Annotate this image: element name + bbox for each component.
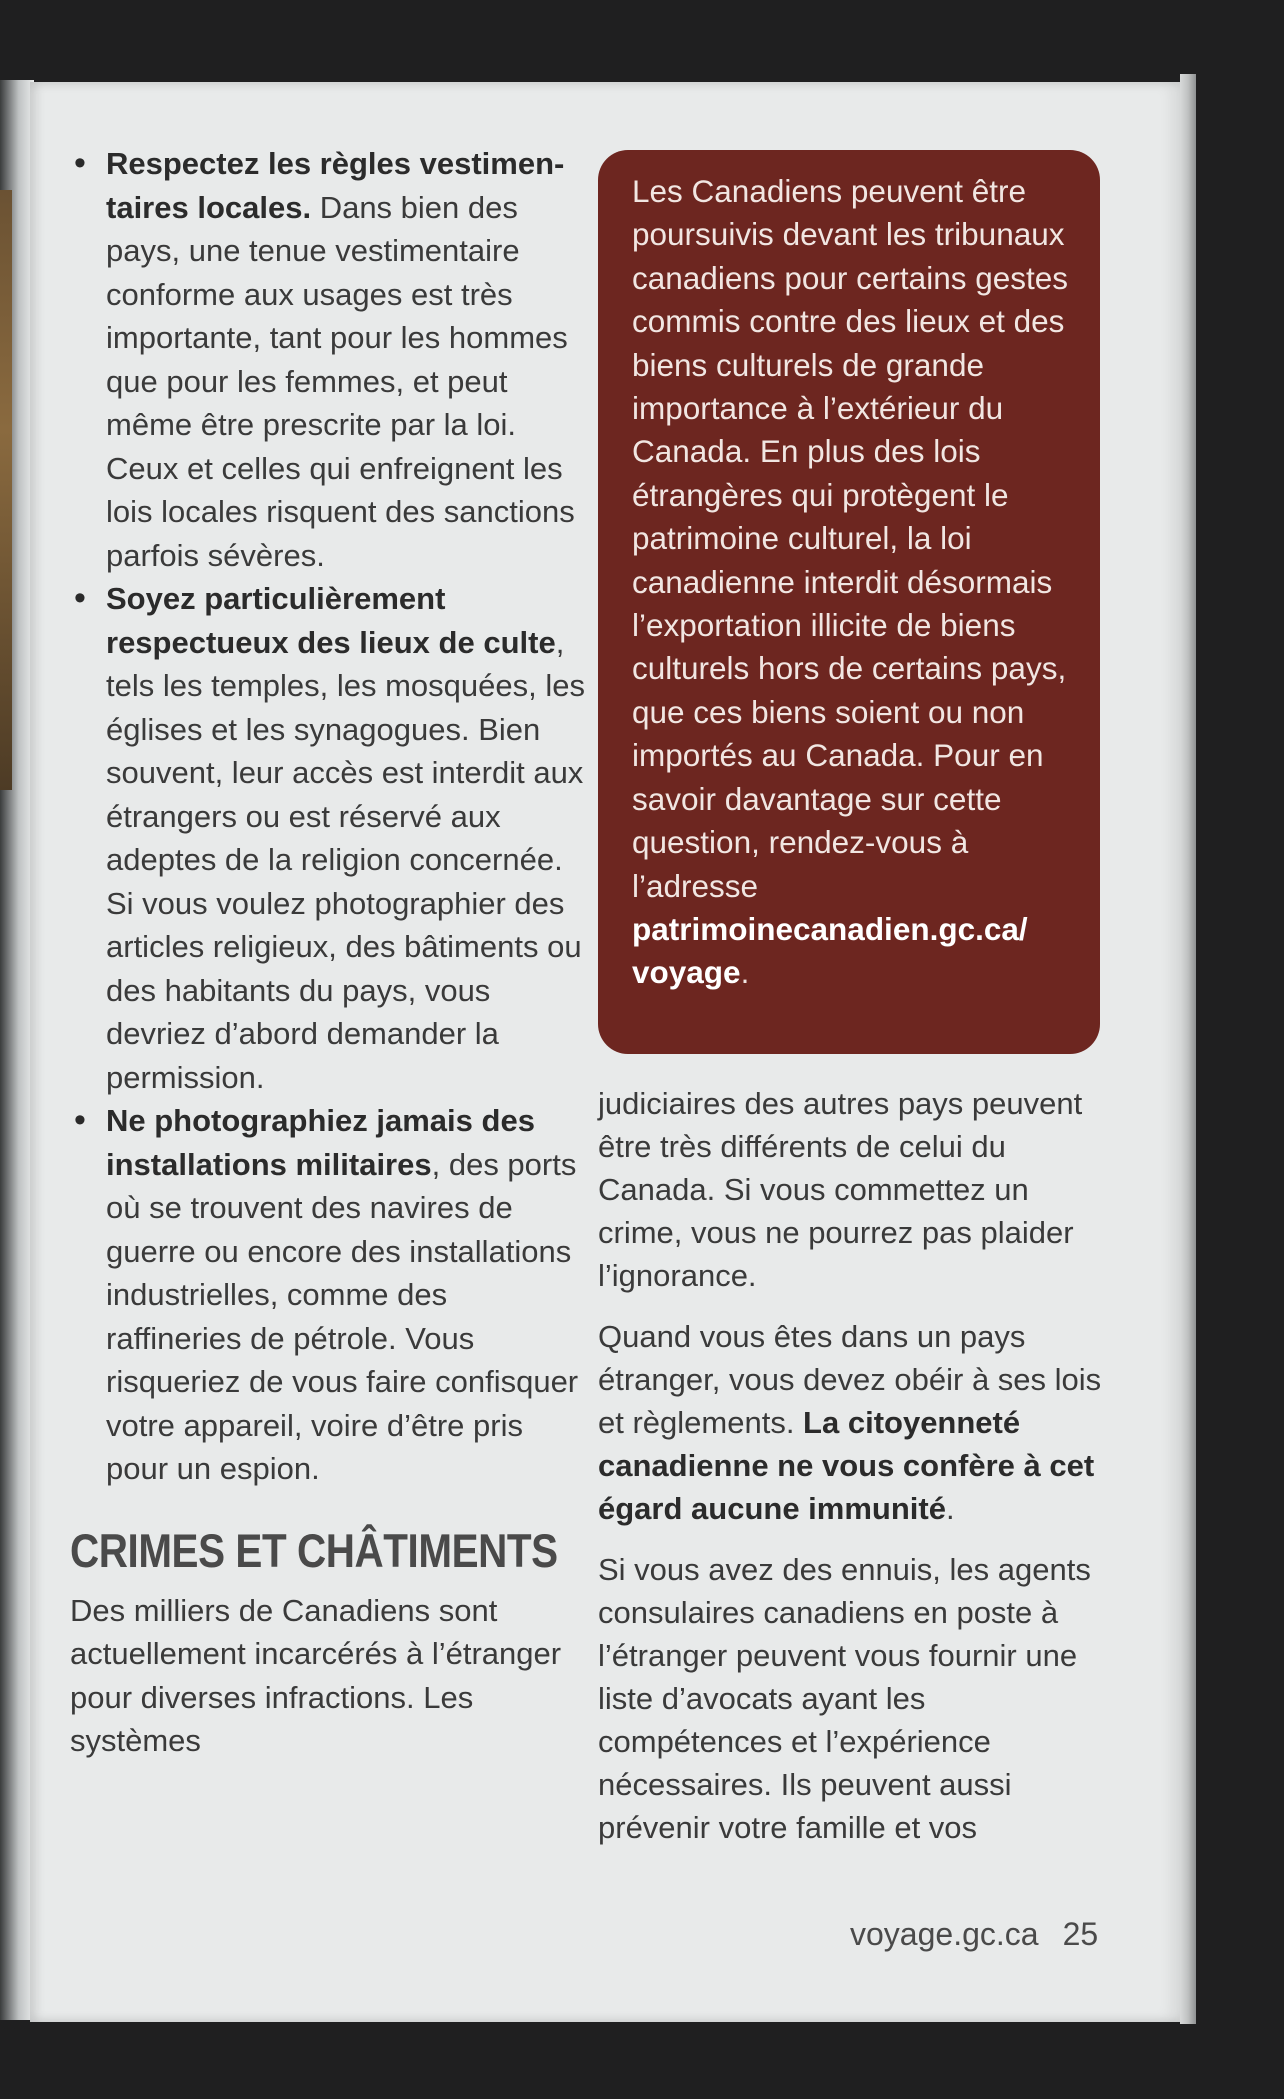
paragraph: judiciaires des autres pays peuvent être très différents de celui du Canada. Si vous commettez un crime, vous ne pourrez pas plaider l’ignorance. — [598, 1086, 1083, 1293]
page-stack-edge — [1180, 74, 1196, 2024]
section-intro: Des milliers de Canadiens sont actuellement incarcérés à l’étranger pour diverses infractions. Les systèmes — [70, 1592, 562, 1758]
paragraph: Si vous avez des ennuis, les agents consulaires canadiens en poste à l’étranger peuvent vous fournir une liste d’avocats ayant les compétences et l’expérience nécessaires. Ils peuvent aussi prévenir votre famille et vos — [598, 1552, 1091, 1845]
list-item-lead: Soyez particulièrement respectueux des lieux de culte — [106, 581, 556, 660]
bullet-icon: • — [74, 579, 86, 617]
facing-page-edge — [0, 190, 12, 790]
left-column — [70, 142, 590, 1763]
list-item — [70, 142, 590, 577]
list-item-body: , tels les temples, les mosquées, les églises et les synagogues. Bien souvent, leur accès est interdit aux étrangers ou est réservé aux adeptes de la religion concernée. Si vous voulez photographier des articles religieux, des bâtiments ou des habitants du pays, vous devriez d’abord demander la permission. — [106, 624, 585, 1095]
paragraph — [598, 1315, 1118, 1530]
page-number: 25 — [1062, 1916, 1099, 1952]
callout-end: . — [740, 954, 750, 991]
bullet-icon: • — [74, 1101, 86, 1139]
heritage-link[interactable]: patrimoinecanadien.gc.ca/ voyage — [632, 910, 1028, 991]
booklet-page — [30, 82, 1180, 2022]
paragraph-text: Quand vous êtes dans un pays étranger, vous devez obéir à ses lois et règlements. — [598, 1319, 1102, 1440]
list-item-lead: Ne photographiez jamais des installations militaires — [106, 1103, 535, 1182]
paragraph-end: . — [945, 1491, 955, 1526]
list-item — [70, 1099, 590, 1491]
advice-list — [70, 142, 590, 1491]
list-item-lead: Respectez les règles vestimentaires locales. — [106, 146, 565, 225]
bullet-icon: • — [74, 144, 86, 182]
paragraph-emphasis: La citoyenneté canadienne ne vous confère à cet égard aucune immunité — [598, 1405, 1095, 1526]
section-heading: CRIMES ET CHÂTIMENTS — [70, 1523, 558, 1577]
footer-site: voyage.gc.ca — [850, 1916, 1039, 1952]
list-item — [70, 577, 590, 1099]
list-item-body: Dans bien des pays, une tenue vestimentaire conforme aux usages est très importante, tant pour les hommes que pour les femmes, et peut même être prescrite par la loi. Ceux et celles qui enfreignent les lois locales risquent des sanctions parfois sévères. — [106, 189, 575, 573]
list-item-body: , des ports où se trouvent des navires de guerre ou encore des installations industrielles, comme des raffineries de pétrole. Vous risqueriez de vous faire confisquer votre appareil, voire d’être pris pour un espion. — [106, 1146, 579, 1486]
info-callout-box — [598, 150, 1100, 1054]
callout-text: Les Canadiens peuvent être poursuivis devant les tribunaux canadiens pour certains gestes commis contre des lieux et des biens culturels de grande importance à l’extérieur du Canada. En plus des lois étrangères qui protègent le patrimoine culturel, la loi canadienne interdit désormais l’exportation illicite de biens culturels hors de certains pays, que ces biens soient ou non importés au Canada. Pour en savoir davantage sur cette question, rendez-vous à l’adresse — [632, 173, 1069, 904]
right-column — [598, 1082, 1118, 1867]
page-footer — [850, 1916, 1098, 1953]
